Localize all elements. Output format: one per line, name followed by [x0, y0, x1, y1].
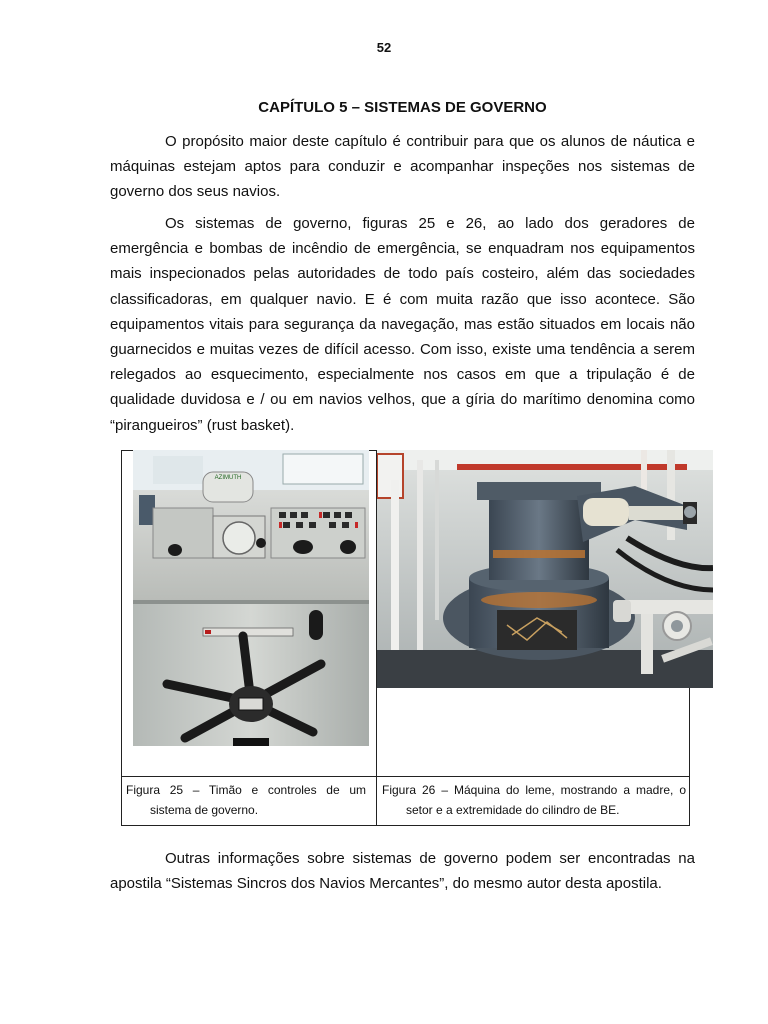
table-border	[121, 825, 690, 826]
table-border	[121, 776, 690, 777]
table-border	[689, 687, 690, 826]
steering-systems-paragraph: Os sistemas de governo, figuras 25 e 26, ao lado dos geradores de emergência e bombas de incêndio de emergência, se enquadram nos equipamentos mais inspecionados pelas autoridades de todo país costeiro, além das sociedades classificadoras, em qualquer navio. E é com muita razão que isso acontece. São equipamentos vitais para segurança da navegação, mas estão situados em locais não guarnecidos e muitas vezes de difícil acesso. Com isso, existe uma tendência a serem relegados ao esquecimento, especialmente nos casos em que a tripulação é de qualidade duvidosa e / ou em navios velhos, que a gíria do marítimo denomina como “pirangueiros” (rust basket).	[110, 215, 695, 434]
chapter-title: CAPÍTULO 5 – SISTEMAS DE GOVERNO	[258, 99, 547, 116]
figures-table	[121, 450, 690, 826]
figure-26-caption-line2: setor e a extremidade do cilindro de BE.	[406, 803, 620, 817]
intro-paragraph: O propósito maior deste capítulo é contribuir para que os alunos de náutica e máquinas estejam aptos para conduzir e acompanhar inspeções nos sistemas de governo dos seus navios.	[110, 133, 695, 201]
figure-25-helm-photo	[133, 450, 369, 746]
figure-25-caption-line2: sistema de governo.	[150, 803, 259, 817]
figure-26-caption-line1: Figura 26 – Máquina do leme, mostrando a madre, o	[382, 783, 686, 797]
figure-26-caption	[382, 780, 686, 820]
azimuth-label: AZIMUTH	[214, 475, 242, 481]
page-number: 52	[376, 40, 392, 55]
table-border	[121, 450, 122, 826]
further-info-paragraph: Outras informações sobre sistemas de governo podem ser encontradas na apostila “Sistemas Sincros dos Navios Mercantes”, do mesmo autor desta apostila.	[110, 850, 695, 893]
figure-26-steering-gear-photo	[377, 450, 713, 688]
figure-25-caption-line1: Figura 25 – Timão e controles de um	[126, 783, 366, 797]
figure-25-caption	[126, 780, 366, 820]
